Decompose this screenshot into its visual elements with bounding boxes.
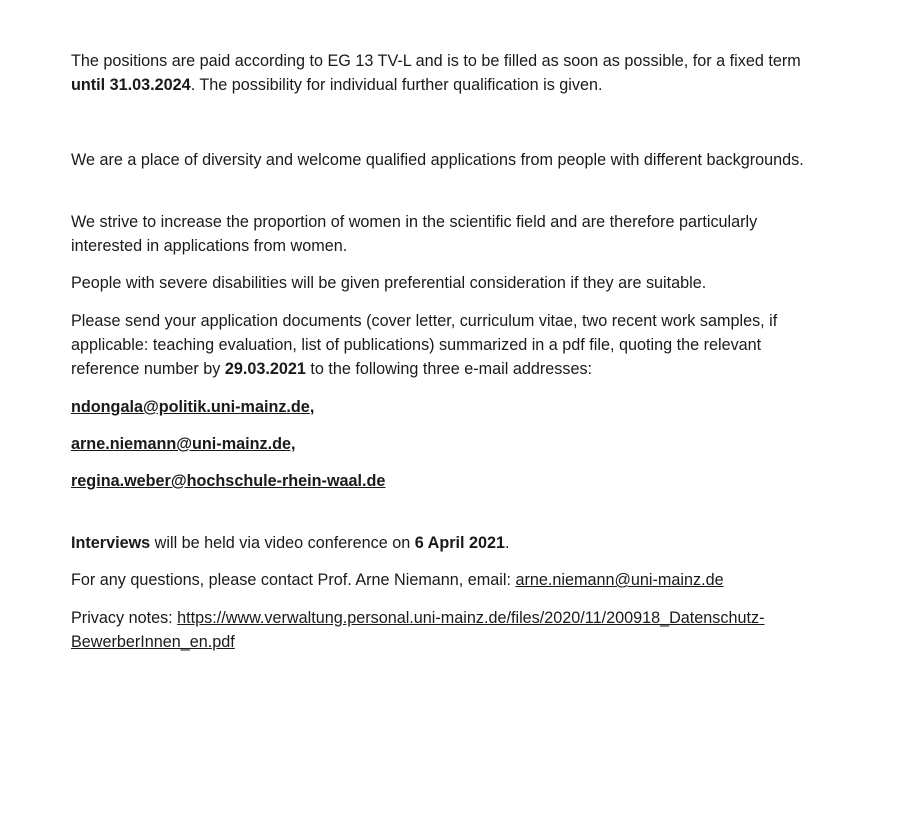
diversity-paragraph: We are a place of diversity and welcome qualified applications from people with different backgrounds. <box>71 151 804 169</box>
disabilities-paragraph: People with severe disabilities will be given preferential consideration if they are suitable. <box>71 274 707 292</box>
payment-text: The positions are paid according to EG 13 TV-L and is to be filled as soon as possible, for a fixed term <box>71 52 801 70</box>
interviews-text: will be held via video conference on <box>150 534 415 552</box>
email-item-1 <box>71 395 831 419</box>
email-link-niemann[interactable]: arne.niemann@uni-mainz.de, <box>71 435 296 453</box>
interviews-end: . <box>505 534 510 552</box>
questions-paragraph <box>71 568 831 592</box>
payment-paragraph <box>71 49 831 97</box>
email-item-3 <box>71 469 831 493</box>
privacy-paragraph <box>71 606 831 654</box>
deadline-date: 29.03.2021 <box>224 360 306 378</box>
email-separator: , <box>309 398 315 416</box>
questions-text: For any questions, please contact Prof. Arne Niemann, email: <box>71 571 516 589</box>
interview-date: 6 April 2021 <box>414 534 506 552</box>
application-text-end: to the following three e-mail addresses: <box>305 360 593 378</box>
privacy-url-line1: https://www.verwaltung.personal.uni-mainz.de/files/2020/11/200918_Datenschutz- <box>177 609 765 627</box>
contact-email-link[interactable]: arne.niemann@uni-mainz.de <box>515 571 724 589</box>
qualification-text: . The possibility for individual further qualification is given. <box>190 76 603 94</box>
term-end-date: until 31.03.2024 <box>71 76 191 94</box>
privacy-label: Privacy notes: <box>71 609 178 627</box>
privacy-url-line2: BewerberInnen_en.pdf <box>71 633 235 651</box>
interviews-paragraph <box>71 531 831 555</box>
application-paragraph <box>71 309 831 381</box>
application-text: Please send your application documents (cover letter, curriculum vitae, two recent work samples, if applicable: teaching evaluation, list of publications) summarized in a pdf file, quoting the relevant reference number by <box>71 312 778 378</box>
women-paragraph: We strive to increase the proportion of women in the scientific field and are therefore particularly interested in applications from women. <box>71 213 758 255</box>
email-link-weber[interactable]: regina.weber@hochschule-rhein-waal.de <box>71 472 386 490</box>
interviews-label: Interviews <box>71 534 151 552</box>
email-link-ndongala[interactable]: ndongala@politik.uni-mainz.de <box>71 398 310 416</box>
email-item-2 <box>71 432 831 456</box>
